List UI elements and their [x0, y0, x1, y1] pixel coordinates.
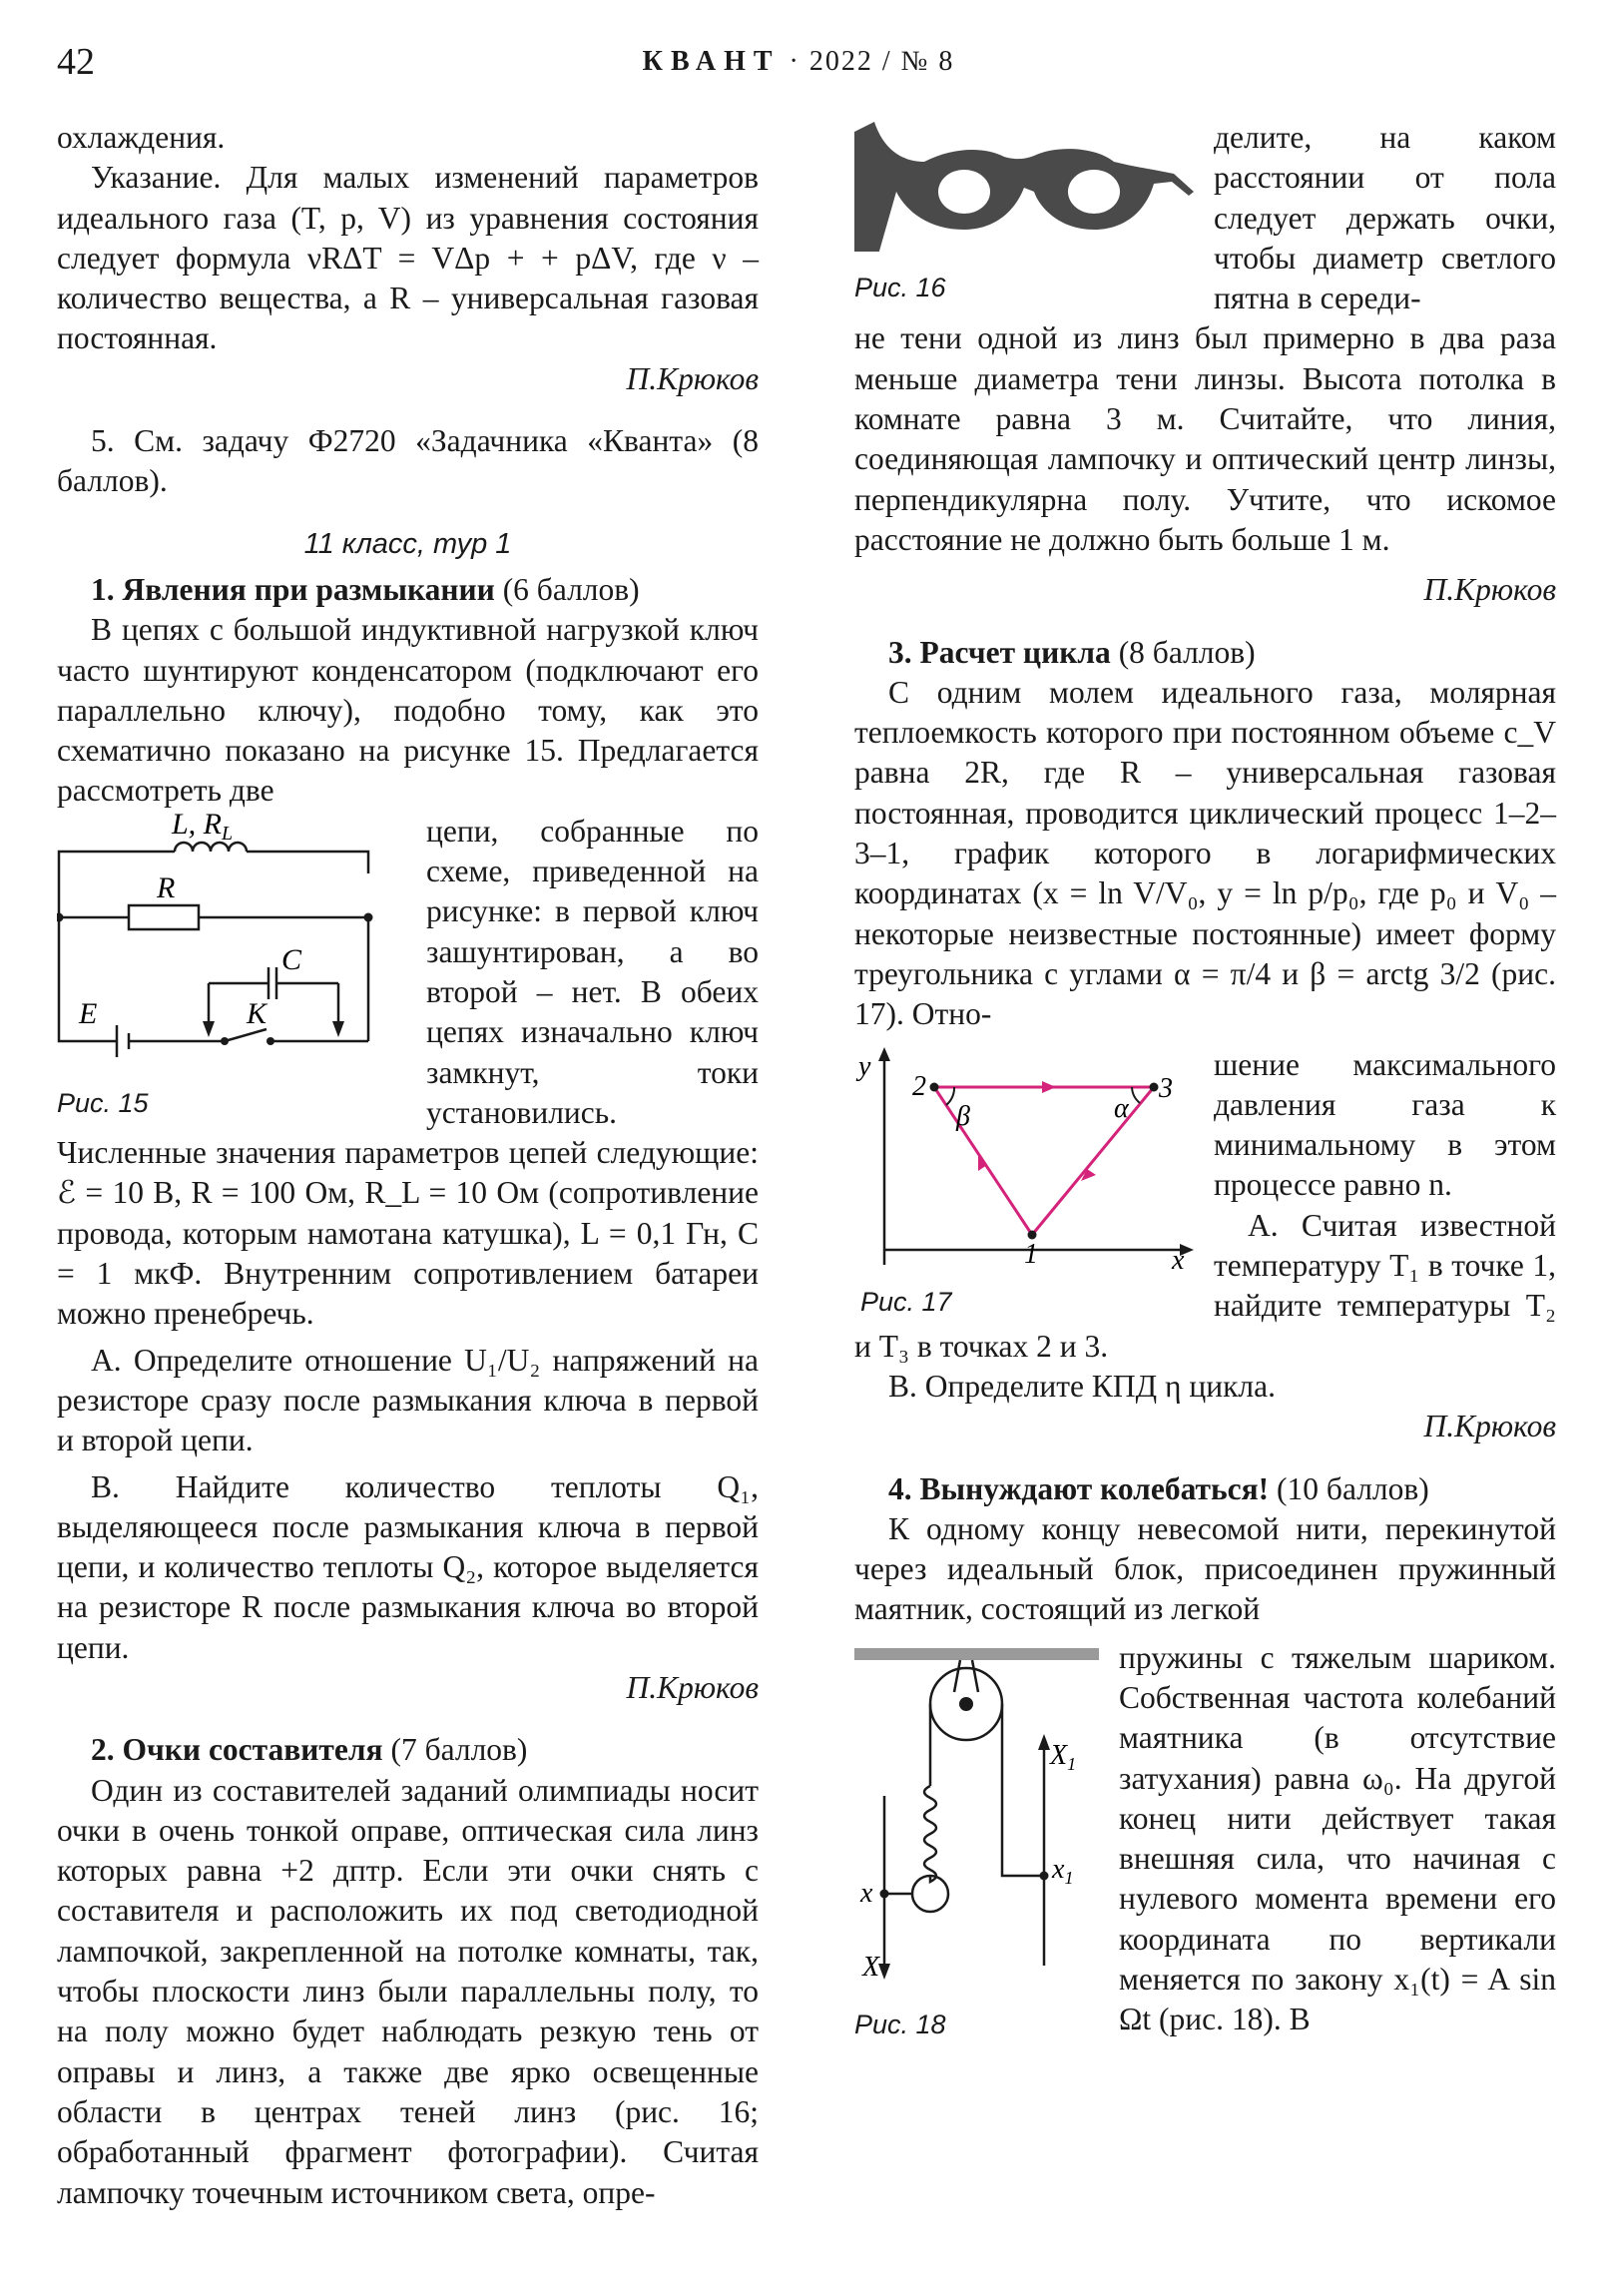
x-label: x: [860, 1877, 873, 1909]
author-signature: П.Крюков: [626, 1669, 759, 1705]
X-label: X: [862, 1951, 880, 1983]
task-3-heading: [854, 633, 1556, 673]
page-number: 42: [57, 41, 95, 83]
task-3-part-b: В. Определите КПД η цикла.: [888, 1368, 1276, 1404]
figure-15: [57, 811, 416, 1119]
task-4-text: К одному концу невесомой нити, перекинутой через идеальный блок, присоединен пружинный маятник, состоящий из легкой: [854, 1510, 1556, 1627]
task-1-points: (6 баллов): [502, 571, 640, 607]
X1-label: $X_1$: [1050, 1739, 1077, 1774]
task-2-text: Один из составителей заданий олимпиады носит очки в очень тонкой оправе, оптическая сила линз которых равна +2 дптр. Если эти очки снять с составителя и расположить их под светодиодной лампочкой, закрепленной на потолке комнаты, так, чтобы плоскости линз были параллельны полу, то на полу можно будет наблюдать резкую тень от оправы и линз, а также две ярко освещенные области в центрах теней линз (рис. 16; обработанный фрагмент фотографии). Считая лампочку точечным источником света, опре-: [57, 1772, 759, 2210]
figure-16-caption: Рис. 16: [854, 273, 946, 303]
author-signature: П.Крюков: [1423, 572, 1556, 608]
author-signature: П.Крюков: [1423, 1409, 1556, 1444]
task-1-text: цепи, собранные по схеме, приведенной на рисунке: в первой ключ зашунтирован, а во второй – нет. В обеих цепях изначально ключ замкнут, токи установились. Численные значения параметров цепей следующие: ℰ = 10 В, R = 100 Ом, R_L = 10 Ом (сопротивление провода, которым намотана катушка), L = 0,1 Гн, C = 1 мкФ. Внутренним сопротивлением батареи можно пренебречь.: [57, 813, 759, 1332]
beta-label: β: [956, 1100, 970, 1132]
glasses-silhouette: [854, 122, 1194, 252]
cycle-diagram: [854, 1045, 1204, 1270]
journal-title: [57, 46, 1540, 78]
point-1-label: 1: [1024, 1238, 1038, 1270]
figure-18-caption: Рис. 18: [854, 2009, 946, 2039]
continuation-text: охлаждения.: [57, 120, 226, 155]
alpha-label: α: [1114, 1092, 1129, 1124]
figure-17: [854, 1045, 1204, 1317]
task-3-text: С одним молем идеального газа, молярная теплоемкость которого при постоянном объеме c_V равна 2R, где R – универсальная газовая постоянная, проводится циклический процесс 1–2–3–1, график которого в логарифмических координатах (x = ln V/V₀, y = ln p/p₀, где p₀ и V₀ – некоторые неизвестные постоянные) имеет форму треугольника с углами α = π/4 и β = arctg 3/2 (рис. 17). Отно-: [854, 674, 1556, 1032]
x1-label: $x_1$: [1052, 1853, 1074, 1888]
task-1-heading: [57, 570, 759, 610]
ceiling: [854, 1648, 1099, 1660]
pendulum-pulley-diagram: [854, 1646, 1109, 1991]
label-C: C: [281, 942, 302, 976]
figure-18: [854, 1646, 1109, 2040]
left-lens-spot: [938, 170, 990, 214]
task-2-title: 2. Очки составителя: [91, 1732, 383, 1768]
task-4-heading: [854, 1469, 1556, 1509]
task-5: 5. См. задачу Ф2720 «Задачника «Кванта» (8 баллов).: [57, 423, 759, 499]
label-K: K: [247, 996, 267, 1030]
journal-name: КВАНТ: [642, 46, 781, 77]
task-3-part-a: А. Считая известной температуру T₁ в точке 1, найдите температуры T₂ и T₃ в точках 2 и 3.: [854, 1207, 1556, 1364]
segment-3-1: [1032, 1087, 1154, 1235]
task-2-continuation: делите, на каком расстоянии от пола следует держать очки, чтобы диаметр светлого пятна в середи-: [1214, 120, 1556, 316]
task-2-points: (7 баллов): [390, 1732, 528, 1768]
author-signature: П.Крюков: [626, 360, 759, 396]
x-axis-label: x: [1172, 1244, 1185, 1270]
task-4-text-b: пружины с тяжелым шариком. Собственная частота колебаний маятника (в отсутствие затухания) равна ω₀. На другой конец нити действует такая внешняя сила, что начиная с нулевого момента времени его координата по вертикали меняется по закону x₁(t) = A sin Ωt (рис. 18). В: [1119, 1639, 1556, 2037]
point-2-label: 2: [912, 1070, 926, 1102]
task-3-title: 3. Расчет цикла: [888, 634, 1111, 670]
right-lens-spot: [1068, 170, 1120, 214]
task-2-text-b: не тени одной из линз был примерно в два раза меньше диаметра тени линзы. Высота потолка в комнате равна 3 м. Считайте, что линия, соединяющая лампочку и оптический центр линзы, перпендикулярна полу. Учтите, что искомое расстояние не должно быть больше 1 м.: [854, 320, 1556, 557]
journal-issue: · 2022 / № 8: [789, 46, 955, 77]
right-column: [854, 118, 1556, 2040]
task-3-points: (8 баллов): [1118, 634, 1256, 670]
task-1-part-a: А. Определите отношение U₁/U₂ напряжений на резисторе сразу после размыкания ключа в первой и второй цепи.: [57, 1342, 759, 1458]
task-1-title: 1. Явления при размыкании: [91, 571, 495, 607]
spring: [924, 1786, 936, 1882]
figure-15-caption: Рис. 15: [57, 1088, 149, 1119]
task-4-points: (10 баллов): [1277, 1470, 1429, 1506]
hint-paragraph: Указание. Для малых изменений параметров идеального газа (T, p, V) из уравнения состояния следует формула νRΔT = VΔp + + pΔV, где ν – количество вещества, а R – универсальная газовая постоянная.: [57, 160, 759, 356]
page-header: [57, 40, 1540, 86]
task-1-part-b: В. Найдите количество теплоты Q₁, выделяющееся после размыкания ключа в первой цепи, и количество теплоты Q₂, которое выделяется на резисторе R после размыкания ключа во второй цепи.: [57, 1468, 759, 1665]
task-1-intro: В цепях с большой индуктивной нагрузкой ключ часто шунтируют конденсатором (подключают его параллельно ключу), подобно тому, как это схематично показано на рисунке 15. Предлагается рассмотреть две: [57, 612, 759, 809]
figure-17-caption: Рис. 17: [860, 1286, 952, 1317]
label-E: E: [79, 996, 98, 1030]
section-heading: 11 класс, тур 1: [303, 527, 512, 560]
glasses-shadow-image: [854, 122, 1204, 252]
task-2-heading: [57, 1730, 759, 1770]
point-3-label: 3: [1159, 1072, 1173, 1104]
left-column: [57, 118, 759, 2213]
label-R: R: [157, 870, 176, 904]
task-4-title: 4. Вынуждают колебаться!: [888, 1470, 1270, 1506]
task-3-text-b: шение максимального давления газа к минимальному в этом процессе равно n.: [1214, 1046, 1556, 1203]
y-axis-label: y: [858, 1050, 871, 1082]
circuit-diagram: [57, 812, 416, 1081]
figure-16: [854, 122, 1204, 303]
label-L-RL: L, $R_L$: [172, 811, 234, 845]
